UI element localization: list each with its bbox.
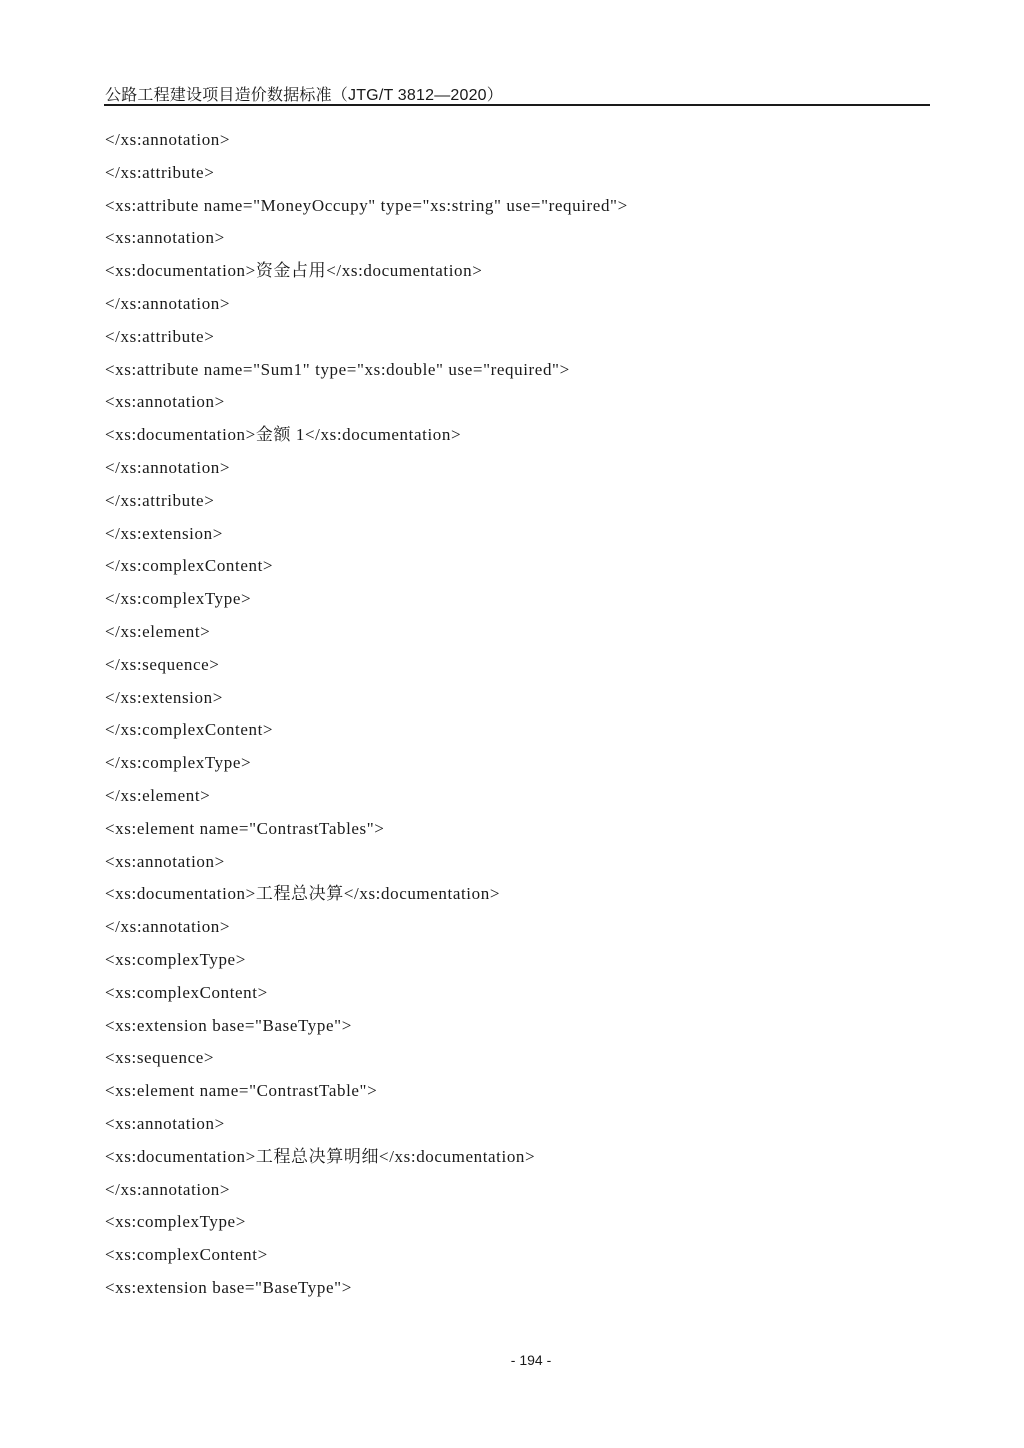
code-line: <xs:documentation>资金占用</xs:documentation> (105, 261, 483, 281)
code-line: <xs:documentation>工程总决算明细</xs:documentation> (105, 1146, 536, 1166)
code-line: </xs:annotation> (105, 917, 231, 937)
code-line: <xs:extension base="BaseType"> (105, 1015, 352, 1035)
code-line: </xs:attribute> (105, 162, 215, 182)
code-line: </xs:annotation> (105, 457, 231, 477)
xml-schema-listing (105, 124, 925, 1305)
code-line: <xs:element name="ContrastTables"> (105, 818, 385, 838)
code-line: <xs:documentation>工程总决算</xs:documentation> (105, 884, 501, 904)
code-line: </xs:complexContent> (105, 720, 274, 740)
code-line: <xs:element name="ContrastTable"> (105, 1081, 378, 1101)
code-line: <xs:complexContent> (105, 982, 268, 1002)
code-line: </xs:element> (105, 621, 211, 641)
code-line: </xs:attribute> (105, 490, 215, 510)
code-line: </xs:complexType> (105, 589, 252, 609)
code-line: <xs:attribute name="Sum1" type="xs:double" use="required"> (105, 359, 570, 379)
code-line: </xs:extension> (105, 687, 223, 707)
code-line: <xs:annotation> (105, 392, 225, 412)
code-line: <xs:complexContent> (105, 1245, 268, 1265)
code-line: </xs:attribute> (105, 326, 215, 346)
code-line: </xs:annotation> (105, 130, 231, 149)
code-line: <xs:attribute name="MoneyOccupy" type="xs:string" use="required"> (105, 195, 628, 215)
code-line: </xs:sequence> (105, 654, 220, 674)
running-header: 公路工程建设项目造价数据标准（JTG/T 3812—2020） (105, 87, 503, 104)
code-line: <xs:documentation>金额 1</xs:documentation> (105, 425, 462, 445)
code-line: <xs:complexType> (105, 1212, 246, 1232)
code-line: <xs:annotation> (105, 1113, 225, 1133)
code-line: </xs:element> (105, 785, 211, 805)
code-line: </xs:extension> (105, 523, 223, 543)
code-line: </xs:complexContent> (105, 556, 274, 576)
code-line: <xs:complexType> (105, 949, 246, 969)
header-rule (104, 104, 930, 106)
code-line: <xs:extension base="BaseType"> (105, 1277, 352, 1297)
code-line: <xs:annotation> (105, 228, 225, 248)
code-line: </xs:annotation> (105, 1179, 231, 1199)
code-line: <xs:sequence> (105, 1048, 215, 1068)
code-line: </xs:annotation> (105, 293, 231, 313)
page-number: - 194 - (510, 1352, 552, 1368)
code-line: </xs:complexType> (105, 753, 252, 773)
code-line: <xs:annotation> (105, 851, 225, 871)
